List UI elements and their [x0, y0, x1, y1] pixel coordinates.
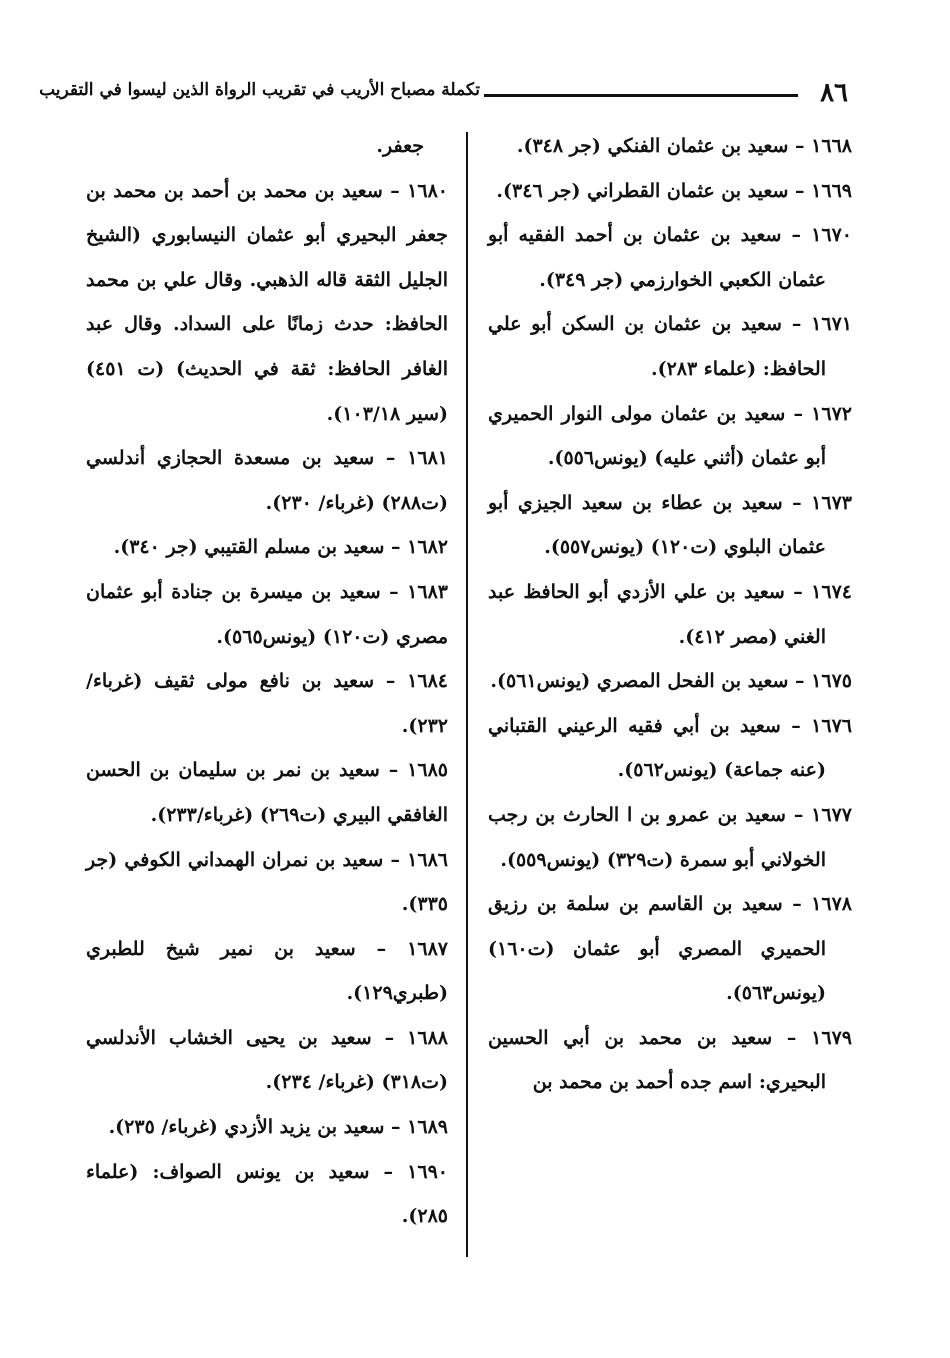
entry: ١٦٨٨ – سعيد بن يحيى الخشاب الأندلسي (ت٣١٨) (غرباء/ ٢٣٤). [86, 1026, 448, 1094]
left-column [86, 124, 448, 1239]
entry: ١٦٨٠ – سعيد بن محمد بن أحمد بن محمد بن جعفر البحيري أبو عثمان النيسابوري (الشيخ الجليل الثقة قاله الذهبي. وقال علي بن محمد الحافظ: حدث زمانًا على السداد. وقال عبد الغافر الحافظ: ثقة في الحديث) (ت ٤٥١) (سير ١٠٣/١٨). [86, 179, 448, 425]
header-rule [484, 94, 798, 97]
entry: ١٦٨٤ – سعيد بن نافع مولى ثقيف (غرباء/ ٢٣٢). [86, 670, 448, 737]
entry-continuation: جعفر. [376, 135, 424, 157]
right-column [488, 124, 852, 1105]
column-divider [466, 132, 468, 1257]
entry: ١٦٧٠ – سعيد بن عثمان بن أحمد الفقيه أبو عثمان الكعبي الخوارزمي (جر ٣٤٩). [488, 224, 852, 291]
entry: ١٦٧٨ – سعيد بن القاسم بن سلمة بن رزيق الحميري المصري أبو عثمان (ت١٦٠) (يونس٥٦٣). [488, 893, 852, 1005]
entry: ١٦٧٥ – سعيد بن الفحل المصري (يونس٥٦١). [490, 670, 852, 693]
page-number: ٨٦ [820, 78, 848, 108]
entry: ١٦٦٨ – سعيد بن عثمان الفنكي (جر ٣٤٨). [516, 135, 852, 157]
entry: ١٦٩٠ – سعيد بن يونس الصواف: (علماء ٢٨٥). [86, 1160, 448, 1228]
running-title: تكملة مصباح الأريب في تقريب الرواة الذين ليسوا في التقريب [39, 80, 480, 100]
entry: ١٦٧٣ – سعيد بن عطاء بن سعيد الجيزي أبو عثمان البلوي (ت١٢٠) (يونس٥٥٧). [488, 491, 852, 559]
entry: ١٦٧١ – سعيد بن عثمان بن السكن أبو علي الحافظ: (علماء ٢٨٣). [488, 313, 852, 380]
page-header [39, 74, 860, 114]
entry: ١٦٧٢ – سعيد بن عثمان مولى النوار الحميري أبو عثمان (أثني عليه) (يونس٥٥٦). [488, 402, 852, 470]
entry: ١٦٧٤ – سعيد بن علي الأزدي أبو الحافظ عبد الغني (مصر ٤١٢). [488, 580, 852, 648]
entry: ١٦٧٩ – سعيد بن محمد بن أبي الحسين البحيري: اسم جده أحمد بن محمد بن [488, 1026, 852, 1094]
entry: ١٦٨٩ – سعيد بن يزيد الأزدي (غرباء/ ٢٣٥). [108, 1116, 448, 1139]
entry: ١٦٨٦ – سعيد بن نمران الهمداني الكوفي (جر ٣٣٥). [86, 848, 448, 916]
entry: ١٦٨٥ – سعيد بن نمر بن سليمان بن الحسن الغافقي البيري (ت٢٦٩) (غرباء/٢٣٣). [86, 759, 448, 826]
entry: ١٦٨١ – سعيد بن مسعدة الحجازي أندلسي (ت٢٨٨) (غرباء/ ٢٣٠). [86, 447, 448, 514]
entry: ١٦٨٧ – سعيد بن نمير شيخ للطبري (طبري١٢٩). [86, 937, 448, 1005]
entry: ١٦٨٢ – سعيد بن مسلم القتيبي (جر ٣٤٠). [113, 536, 448, 559]
entry: ١٦٧٧ – سعيد بن عمرو بن ا الحارث بن رجب الخولاني أبو سمرة (ت٣٢٩) (يونس٥٥٩). [488, 803, 852, 871]
entry: ١٦٨٣ – سعيد بن ميسرة بن جنادة أبو عثمان مصري (ت١٢٠) (يونس٥٦٥). [86, 580, 448, 648]
entry: ١٦٦٩ – سعيد بن عثمان القطراني (جر ٣٤٦). [496, 179, 852, 202]
entry: ١٦٧٦ – سعيد بن أبي فقيه الرعيني القتباني (عنه جماعة) (يونس٥٦٢). [488, 714, 852, 782]
